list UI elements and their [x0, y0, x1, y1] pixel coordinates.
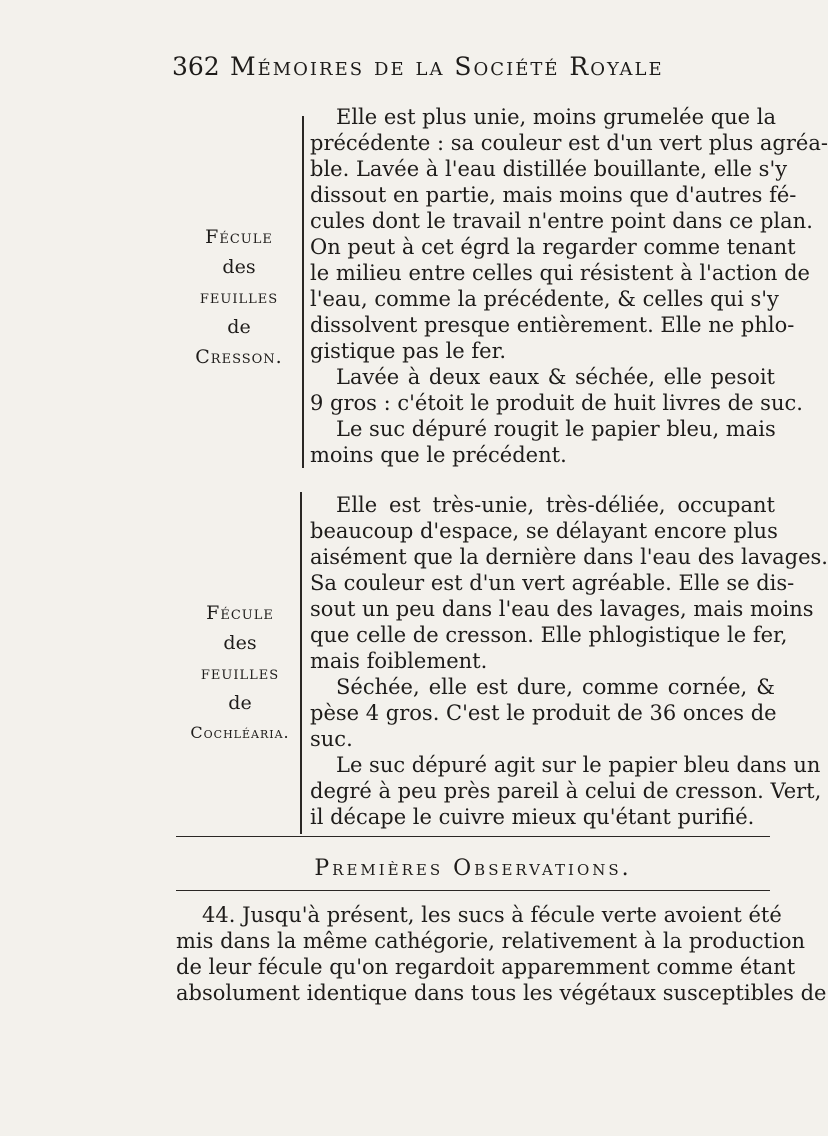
margin-note-line: Cresson. [195, 346, 283, 368]
margin-note-cresson [180, 222, 298, 372]
margin-note-line: des [223, 632, 257, 654]
margin-note-line: de [227, 316, 251, 338]
text-line: l'eau, comme la précédente, & celles qui s'y [310, 287, 779, 311]
margin-note-line: Fécule [205, 226, 273, 248]
text-line: Séchée, elle est dure, comme cornée, & [336, 675, 775, 699]
section-bracket [302, 116, 304, 468]
text-line: Sa couleur est d'un vert agréable. Elle se dis- [310, 571, 795, 595]
text-line: le milieu entre celles qui résistent à l'action de [310, 261, 810, 285]
text-line: beaucoup d'espace, se délayant encore plus [310, 519, 778, 543]
section-bracket [300, 492, 302, 834]
text-line: On peut à cet égrd la regarder comme tenant [310, 235, 796, 259]
text-line: précédente : sa couleur est d'un vert plus agréa- [310, 131, 828, 155]
text-line: de leur fécule qu'on regardoit apparemment comme étant [176, 955, 796, 979]
text-line: aisément que la dernière dans l'eau des lavages. [310, 545, 828, 569]
text-line: Elle est très-unie, très-déliée, occupant [336, 493, 775, 517]
section-title: Premières Observations. [314, 856, 632, 881]
text-line: gistique pas le fer. [310, 339, 507, 363]
text-line: cules dont le travail n'entre point dans ce plan. [310, 209, 813, 233]
text-line: il décape le cuivre mieux qu'étant purifié. [310, 805, 755, 829]
text-line: moins que le précédent. [310, 443, 567, 467]
margin-note-cochlearia [180, 598, 300, 748]
text-line: 44. Jusqu'à présent, les sucs à fécule verte avoient été [202, 903, 782, 927]
text-line: dissout en partie, mais moins que d'autres fé- [310, 183, 797, 207]
margin-note-line: feuilles [199, 286, 279, 308]
running-title: Mémoires de la Société Royale [230, 52, 664, 81]
page-header [172, 52, 712, 92]
text-line: mais foiblement. [310, 649, 488, 673]
text-line: sout un peu dans l'eau des lavages, mais moins [310, 597, 814, 621]
margin-note-line: des [222, 256, 256, 278]
text-line: mis dans la même cathégorie, relativement à la production [176, 929, 805, 953]
margin-note-line: feuilles [200, 662, 280, 684]
text-line: Le suc dépuré agit sur le papier bleu dans un [336, 753, 821, 777]
margin-note-line: de [228, 692, 252, 714]
margin-note-line: Fécule [206, 602, 274, 624]
page-number: 362 [172, 52, 220, 81]
text-line: degré à peu près pareil à celui de cresson. Vert, [310, 779, 822, 803]
section-rule [176, 890, 770, 891]
text-line: dissolvent presque entièrement. Elle ne phlo- [310, 313, 795, 337]
text-line: Le suc dépuré rougit le papier bleu, mais [336, 417, 776, 441]
text-line: Lavée à deux eaux & séchée, elle pesoit [336, 365, 775, 389]
text-line: absolument identique dans tous les végétaux susceptibles de [176, 981, 827, 1005]
text-line: pèse 4 gros. C'est le produit de 36 onces de [310, 701, 777, 725]
text-line: suc. [310, 727, 353, 751]
section-rule [176, 836, 770, 837]
text-line: que celle de cresson. Elle phlogistique le fer, [310, 623, 788, 647]
margin-note-line: Cochléaria. [190, 723, 290, 742]
text-line: ble. Lavée à l'eau distillée bouillante, elle s'y [310, 157, 788, 181]
text-line: 9 gros : c'étoit le produit de huit livres de suc. [310, 391, 803, 415]
text-line: Elle est plus unie, moins grumelée que la [336, 105, 777, 129]
